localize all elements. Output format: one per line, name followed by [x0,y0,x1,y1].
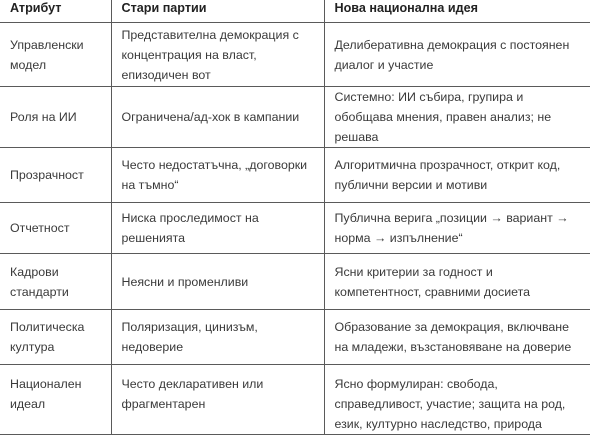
cell-attribute: Кадрови стандарти [0,254,111,310]
cell-new-idea: Алгоритмична прозрачност, открит код, публични версии и мотиви [324,148,590,203]
cell-attribute: Прозрачност [0,148,111,203]
cell-old-parties: Ниска проследимост на решенията [111,203,324,254]
cell-old-parties: Често недостатъчна, „договорки на тъмно“ [111,148,324,203]
cell-attribute: Управленски модел [0,23,111,87]
cell-new-idea: Публична верига „позиции → вариант → норма → изпълнение“ [324,203,590,254]
cell-new-idea: Делиберативна демокрация с постоянен диалог и участие [324,23,590,87]
table-header-row [0,0,590,23]
table-row [0,148,590,203]
cell-old-parties: Поляризация, цинизъм, недоверие [111,310,324,365]
table-row [0,365,590,435]
cell-attribute: Национален идеал [0,365,111,435]
cell-old-parties: Ограничена/ад-хок в кампании [111,87,324,148]
header-old-parties: Стари партии [111,0,324,23]
table-row [0,87,590,148]
cell-attribute: Политическа култура [0,310,111,365]
cell-attribute: Роля на ИИ [0,87,111,148]
cell-old-parties: Представителна демокрация с концентрация на власт, епизодичен вот [111,23,324,87]
table-row [0,310,590,365]
header-attribute: Атрибут [0,0,111,23]
cell-new-idea: Системно: ИИ събира, групира и обобщава мнения, правен анализ; не решава [324,87,590,148]
table-row [0,254,590,310]
cell-old-parties: Често декларативен или фрагментарен [111,365,324,435]
cell-old-parties: Неясни и променливи [111,254,324,310]
cell-attribute: Отчетност [0,203,111,254]
cell-new-idea: Ясно формулиран: свобода, справедливост, участие; защита на род, език, културно наследство, природа [324,365,590,435]
cell-new-idea: Ясни критерии за годност и компетентност, сравними досиета [324,254,590,310]
table-row [0,203,590,254]
header-new-national-idea: Нова национална идея [324,0,590,23]
cell-new-idea: Образование за демокрация, включване на младежи, възстановяване на доверие [324,310,590,365]
table-row [0,23,590,87]
